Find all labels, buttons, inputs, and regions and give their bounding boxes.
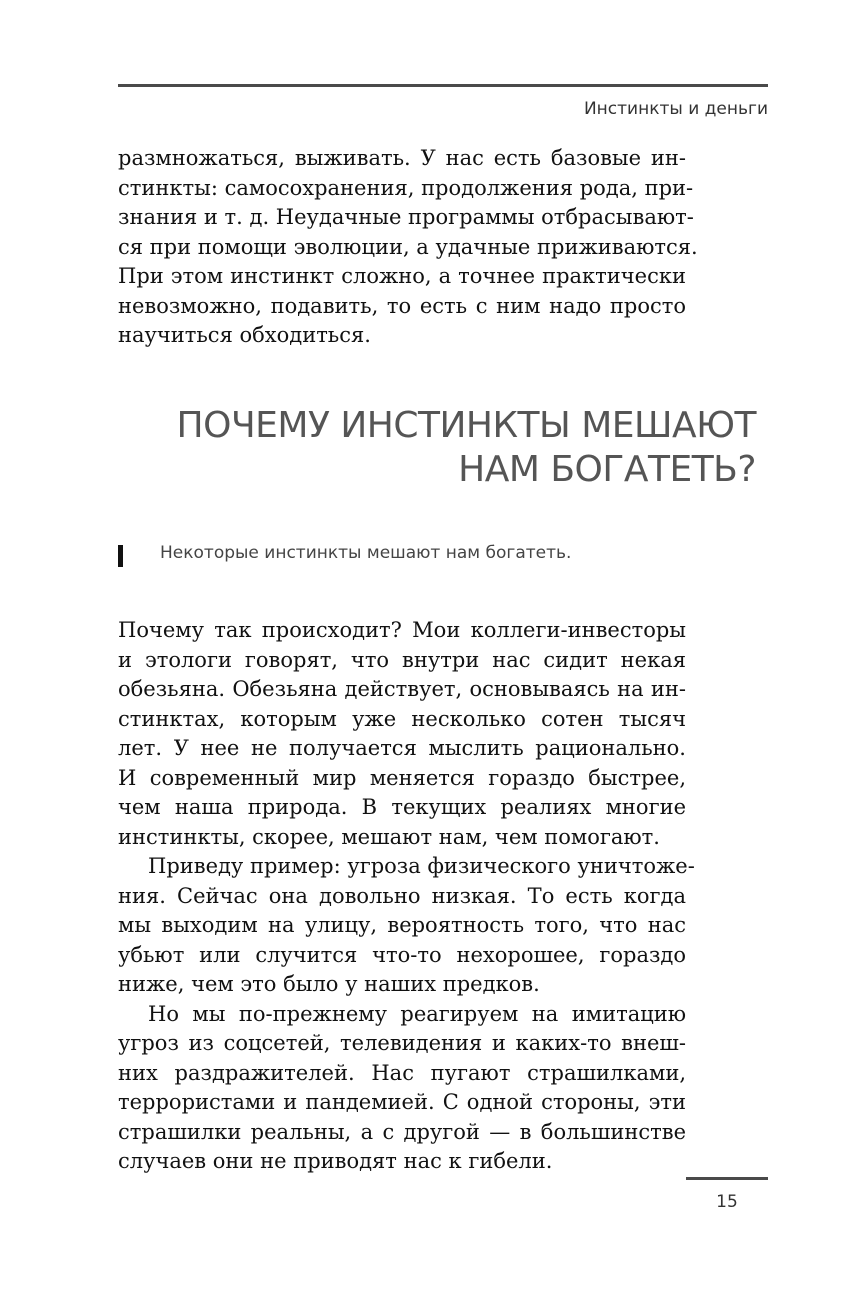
- text-line: Почему так происходит? Мои коллеги-инвесторы: [118, 618, 686, 642]
- header-rule: [118, 84, 768, 87]
- section-heading: [177, 404, 756, 492]
- text-line: и этологи говорят, что внутри нас сидит некая: [118, 647, 686, 672]
- running-header: Инстинкты и деньги: [583, 99, 768, 119]
- text-line: ся при помощи эволюции, а удачные приживаются.: [118, 234, 698, 259]
- text-line: случаев они не приводят нас к гибели.: [118, 1149, 553, 1173]
- pull-quote: Некоторые инстинкты мешают нам богатеть.: [160, 543, 572, 563]
- body-text: [118, 616, 695, 1177]
- text-line: научиться обходиться.: [118, 323, 371, 347]
- text-line: угроз из соцсетей, телевидения и каких-то внеш-: [118, 1031, 686, 1055]
- text-line: невозможно, подавить, то есть с ним надо просто: [118, 293, 686, 318]
- text-line: знания и т. д. Неудачные программы отбрасывают-: [118, 205, 694, 229]
- text-line: При этом инстинкт сложно, а точнее практически: [118, 264, 686, 288]
- section-heading-line: НАМ БОГАТЕТЬ?: [458, 449, 756, 490]
- text-line: стинктах, которым уже несколько сотен тысяч: [118, 706, 686, 731]
- footer-rule: [686, 1177, 768, 1180]
- text-line: стинкты: самосохранения, продолжения рода, при-: [118, 175, 694, 200]
- intro-paragraph: [118, 144, 698, 351]
- text-line: размножаться, выживать. У нас есть базовые ин-: [118, 146, 686, 170]
- text-line: них раздражителей. Нас пугают страшилками,: [118, 1060, 686, 1085]
- text-line: инстинкты, скорее, мешают нам, чем помогают.: [118, 824, 660, 849]
- text-line: Приведу пример: угроза физического уничтоже-: [148, 854, 695, 878]
- pull-quote-bar: [118, 545, 123, 567]
- text-line: обезьяна. Обезьяна действует, основываясь на ин-: [118, 677, 686, 701]
- text-line: мы выходим на улицу, вероятность того, что нас: [118, 913, 686, 937]
- text-line: Но мы по-прежнему реагируем на имитацию: [148, 1001, 686, 1026]
- text-line: лет. У нее не получается мыслить рационально.: [118, 736, 686, 760]
- page-number: 15: [716, 1192, 738, 1212]
- text-line: убьют или случится что-то нехорошее, гораздо: [118, 942, 686, 967]
- text-line: чем наша природа. В текущих реалиях многие: [118, 795, 686, 819]
- text-line: ния. Сейчас она довольно низкая. То есть когда: [118, 883, 686, 908]
- text-line: террористами и пандемией. С одной стороны, эти: [118, 1090, 686, 1114]
- text-line: страшилки реальны, а с другой — в большинстве: [118, 1119, 686, 1144]
- section-heading-line: ПОЧЕМУ ИНСТИНКТЫ МЕШАЮТ: [176, 405, 756, 446]
- text-line: И современный мир меняется гораздо быстрее,: [118, 765, 686, 790]
- text-line: ниже, чем это было у наших предков.: [118, 972, 540, 996]
